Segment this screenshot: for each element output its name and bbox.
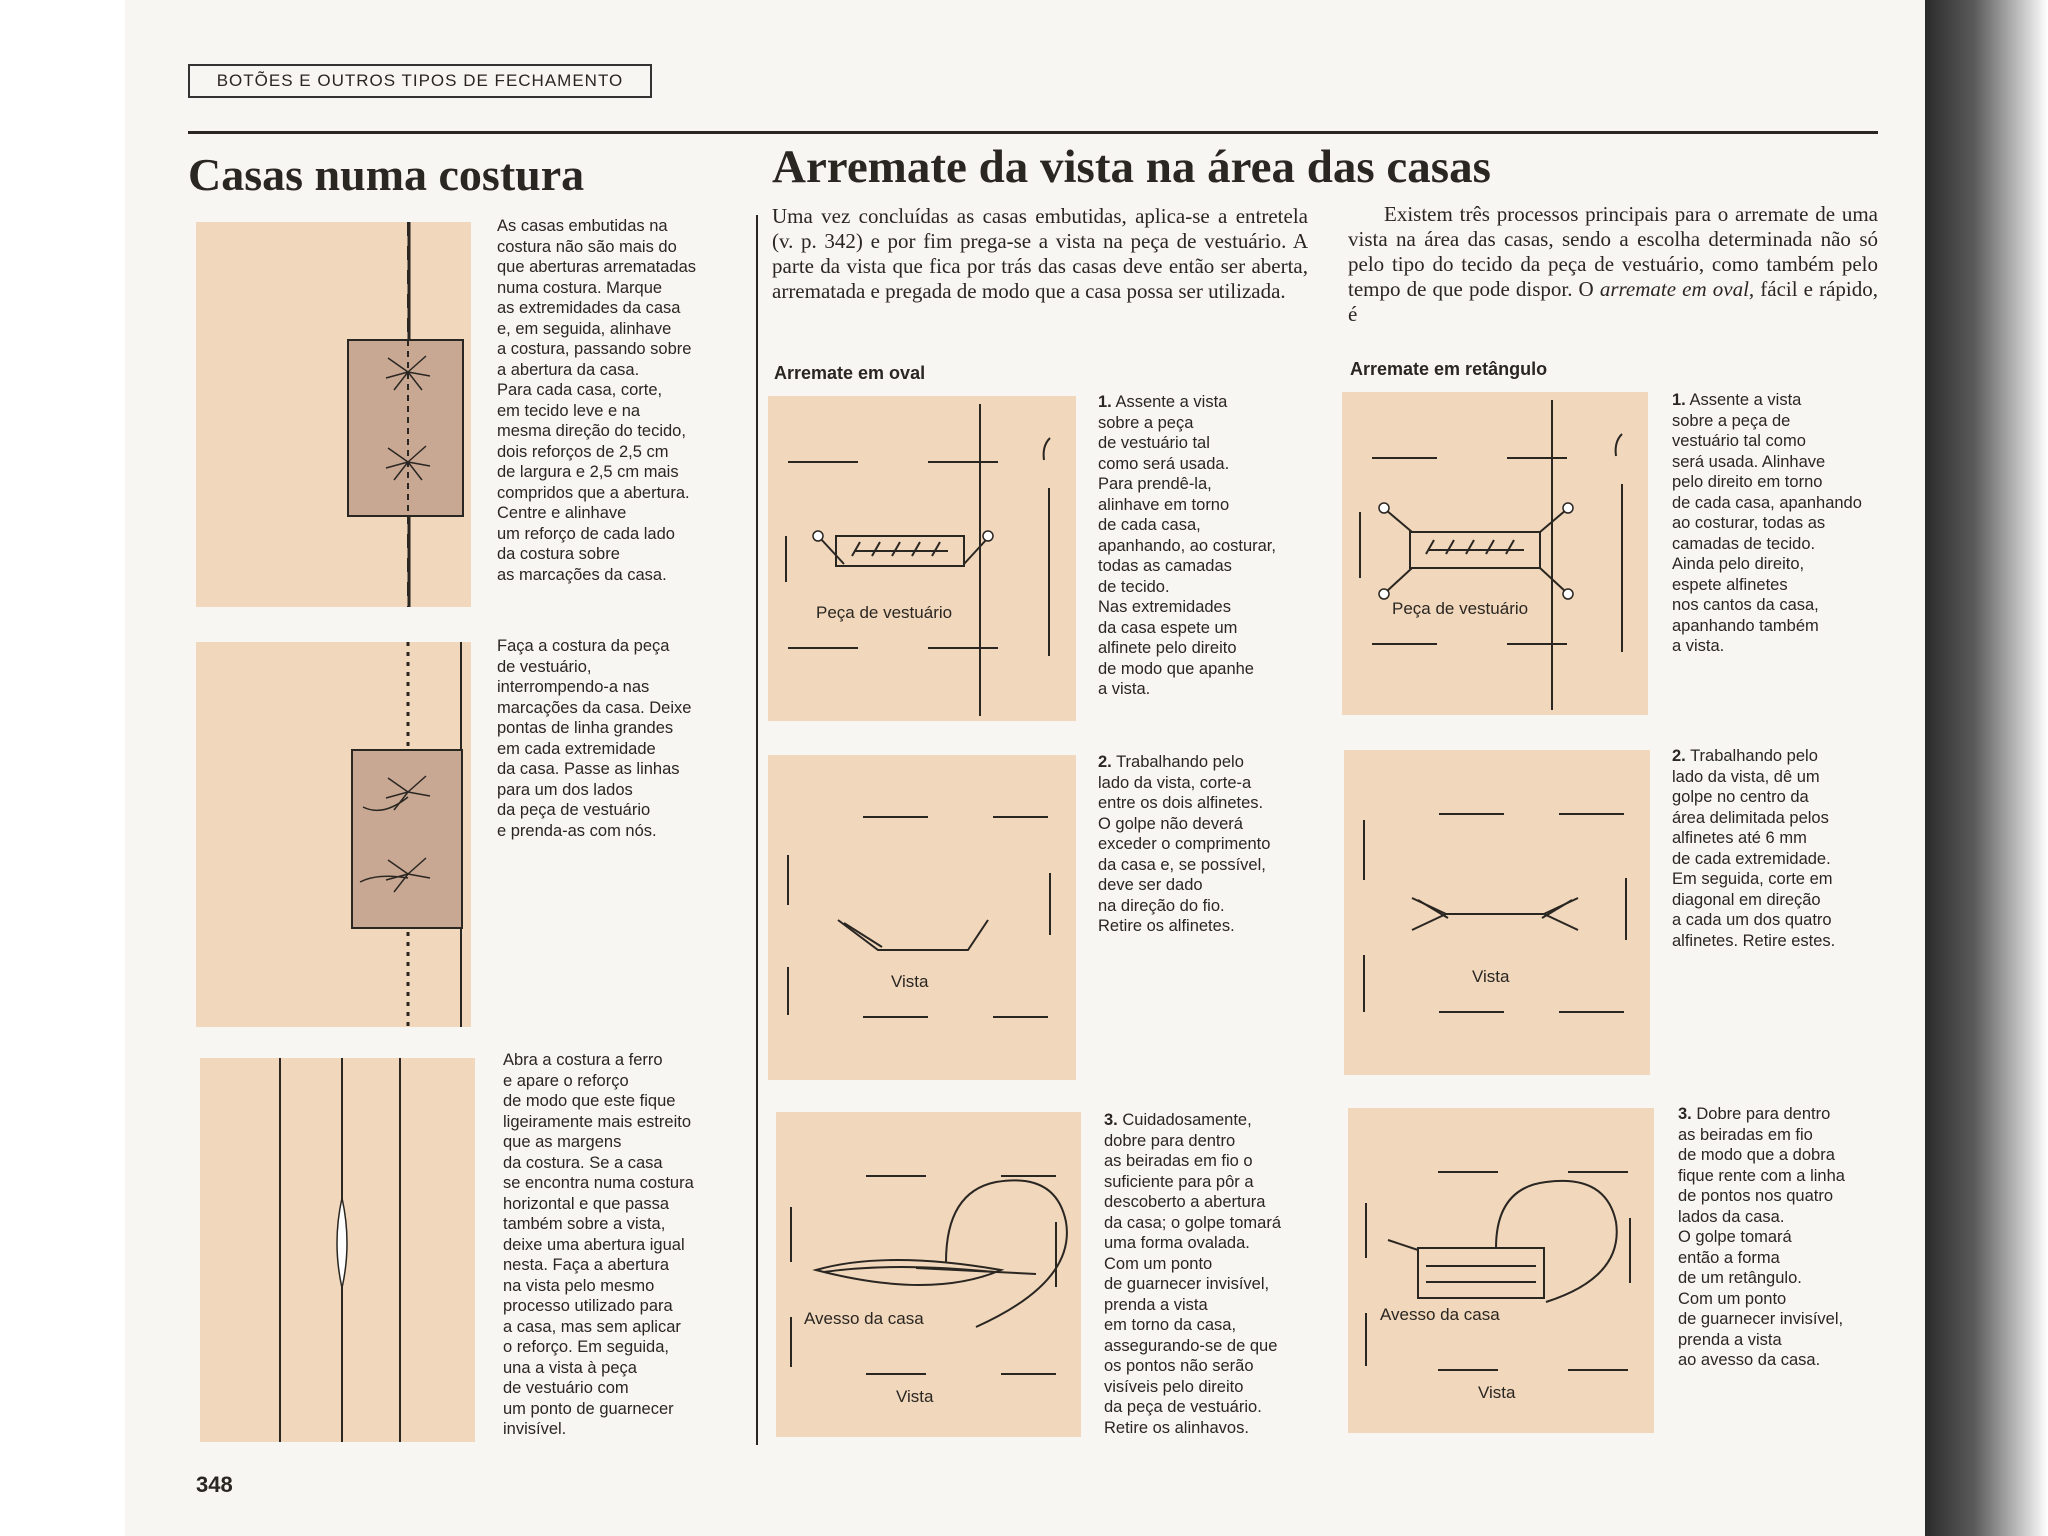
section-header: BOTÕES E OUTROS TIPOS DE FECHAMENTO [188,64,652,98]
oval-illustration-2 [768,755,1076,1080]
oval-illustration-3 [776,1112,1081,1437]
seam-illustration-3 [200,1058,478,1442]
rect-3-label-a: Avesso da casa [1380,1305,1500,1324]
rect-illustration-1 [1342,392,1648,715]
oval-2-label: Vista [891,972,929,991]
rect-2-label: Vista [1472,967,1510,986]
oval-illustration-1 [768,396,1076,721]
rect-illustration-2 [1344,750,1650,1075]
rect-step-2-text: 2. Trabalhando pelo lado da vista, dê um golpe no centro da área delimitada pelos alfinetes até 6 mm de cada extremidade. Em seguida, corte em diagonal em direção a cada um dos quatro alfinetes. Retire estes. [1672,747,1836,950]
left-title: Casas numa costura [188,149,585,200]
left-step-3-text: Abra a costura a ferro e apare o reforço de modo que este fique ligeiramente mais estreito que as margens da costura. Se a casa se encontra numa costura horizontal e que passa também sobre a vista, deixe uma abertura igual nesta. Faça a abertura na vista pelo mesmo processo utilizado para a casa, mas sem aplicar o reforço. Em seguida, una a vista à peça de vestuário com um ponto de guarnecer invisível. [503,1051,694,1438]
intro-left: Uma vez concluídas as casas embutidas, aplica-se a entretela (v. p. 342) e por fim prega-se a vista na peça de vestuário. A parte da vista que fica por trás das casas deve então ser aberta, arrematada e pregada de modo que a casa possa ser utilizada. [772,204,1308,303]
oval-1-label: Peça de vestuário [816,603,953,622]
left-step-2-text: Faça a costura da peça de vestuário, interrompendo-a nas marcações da casa. Deixe pontas de linha grandes em cada extremidade da casa. Passe as linhas para um dos lados da peça de vestuário e prenda-as com nós. [497,637,692,840]
left-step-1-text: As casas embutidas na costura não são mais do que aberturas arrematadas numa costura. Marque as extremidades da casa e, em seguida, alinhave a costura, passando sobre a abertura da casa. Para cada casa, corte, em tecido leve e na mesma direção do tecido, dois reforços de 2,5 cm de largura e 2,5 cm mais compridos que a abertura. Centre e alinhave um reforço de cada lado da costura sobre as marcações da casa. [497,217,697,584]
intro-right: Existem três processos principais para o arremate de uma vista na área das casas, sendo a escolha determinada não só pelo tipo do tecido da peça de vestuário, como também pelo tempo de que pode dispor. O arremate em oval, fácil e rápido, é [1348,202,1878,326]
oval-step-2-text: 2. Trabalhando pelo lado da vista, corte-a entre os dois alfinetes. O golpe não deverá exceder o comprimento da casa e, se possível, deve ser dado na direção do fio. Retire os alfinetes. [1098,753,1271,935]
oval-step-1-text: 1. Assente a vista sobre a peça de vestuário tal como será usada. Para prendê-la, alinhave em torno de cada casa, apanhando, ao costurar, todas as camadas de tecido. Nas extremidades da casa espete um alfinete pelo direito de modo que apanhe a vista. [1098,393,1276,698]
rect-3-label-b: Vista [1478,1383,1516,1402]
page-number: 348 [196,1472,233,1497]
oval-heading: Arremate em oval [774,363,926,383]
rect-step-3-text: 3. Dobre para dentro as beiradas em fio de modo que a dobra fique rente com a linha de pontos nos quatro lados da casa. O golpe tomará então a forma de um retângulo. Com um ponto de guarnecer invisível, prenda a vista ao avesso da casa. [1678,1105,1845,1369]
seam-illustration-1 [196,222,476,607]
oval-3-label-a: Avesso da casa [804,1309,924,1328]
page-edge-shadow [1925,0,2048,1536]
oval-3-label-b: Vista [896,1387,934,1406]
seam-illustration-2 [196,642,476,1027]
rect-heading: Arremate em retângulo [1350,359,1548,379]
rect-1-label: Peça de vestuário [1392,599,1529,618]
rect-step-1-text: 1. Assente a vista sobre a peça de vestuário tal como será usada. Alinhave pelo direito em torno de cada casa, apanhando ao costurar, todas as camadas de tecido. Ainda pelo direito, espete alfinetes nos cantos da casa, apanhando também a vista. [1672,391,1862,655]
oval-step-3-text: 3. Cuidadosamente, dobre para dentro as beiradas em fio o suficiente para pôr a descoberto a abertura da casa; o golpe tomará uma forma ovalada. Com um ponto de guarnecer invisível, prenda a vista em torno da casa, assegurando-se de que os pontos não serão visíveis pelo direito da peça de vestuário. Retire os alinhavos. [1104,1111,1282,1437]
main-title: Arremate da vista na área das casas [772,141,1491,193]
column-divider [756,215,758,1445]
top-rule [188,131,1878,134]
rect-illustration-3 [1348,1108,1654,1433]
